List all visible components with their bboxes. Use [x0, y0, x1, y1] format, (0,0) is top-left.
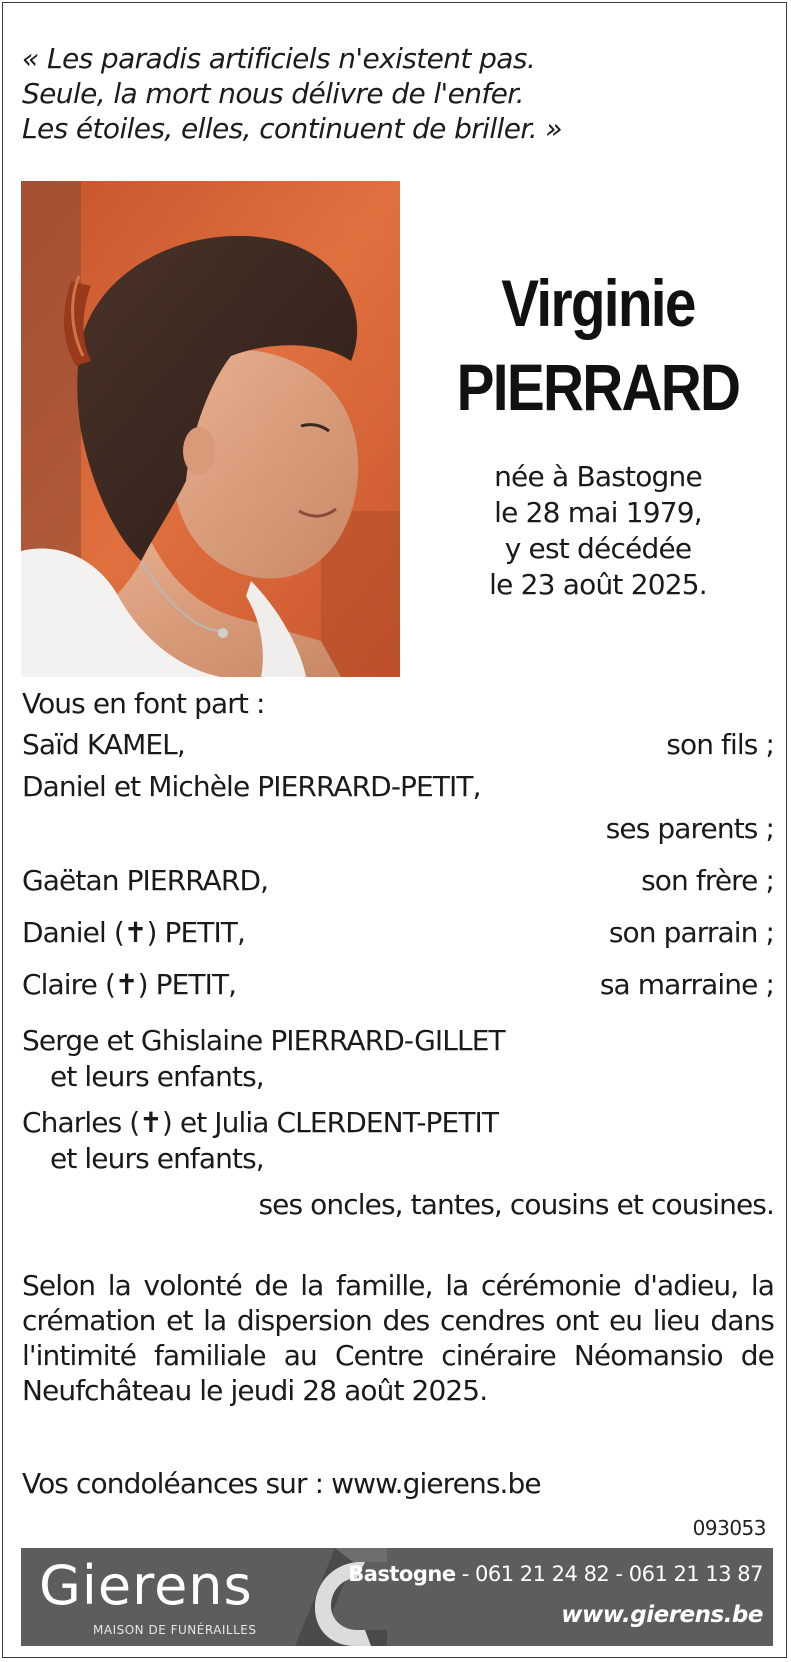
quote-line-3: Les étoiles, elles, continuent de briller. » — [22, 112, 562, 145]
last-name: PIERRARD — [456, 350, 740, 424]
relative-row — [22, 915, 774, 951]
birth-date: le 28 mai 1979, — [494, 496, 702, 529]
relative-row — [22, 863, 774, 899]
city-name: Bastogne — [348, 1562, 456, 1586]
relative-relation: sa marraine ; — [599, 968, 774, 1001]
relative-relation: ses parents ; — [605, 812, 774, 845]
family-name: Charles (✝) et Julia CLERDENT-PETIT — [22, 1106, 499, 1139]
birth-death-info — [408, 459, 788, 603]
relative-name: Saïd KAMEL, — [22, 728, 185, 761]
relative-name: Gaëtan PIERRARD, — [22, 864, 269, 897]
family-children: et leurs enfants, — [50, 1060, 264, 1093]
quote-line-2: Seule, la mort nous délivre de l'enfer. — [22, 77, 524, 110]
contact-info — [348, 1562, 763, 1586]
relative-row — [22, 727, 774, 763]
reference-number: 093053 — [692, 1516, 766, 1540]
brand-logo-text: Gierens — [39, 1554, 253, 1617]
brand-subtitle: MAISON DE FUNÉRAILLES — [93, 1623, 257, 1637]
relative-name: Daniel et Michèle PIERRARD-PETIT, — [22, 770, 481, 803]
relative-name: Claire (✝) PETIT, — [22, 968, 237, 1001]
relative-relation: son fils ; — [666, 728, 774, 761]
portrait-photo — [21, 181, 400, 677]
obituary-card — [2, 2, 787, 1658]
relative-row — [22, 967, 774, 1003]
relative-relation: son frère ; — [641, 864, 774, 897]
deceased-name — [435, 261, 762, 429]
relative-row — [22, 769, 774, 805]
family-children: et leurs enfants, — [50, 1142, 264, 1175]
relative-name: Daniel (✝) PETIT, — [22, 916, 246, 949]
cross-icon: ✝ — [139, 1106, 162, 1139]
cross-icon: ✝ — [123, 916, 147, 949]
funeral-home-banner — [21, 1548, 773, 1646]
condolences-line: Vos condoléances sur : www.gierens.be — [22, 1467, 541, 1500]
phone-numbers: - 061 21 24 82 - 061 21 13 87 — [455, 1562, 763, 1586]
website-link[interactable]: www.gierens.be — [561, 1602, 763, 1628]
family-relation: ses oncles, tantes, cousins et cousines. — [258, 1188, 774, 1221]
relative-row-continued — [22, 811, 774, 847]
death-date: le 23 août 2025. — [489, 568, 707, 601]
ceremony-text: Selon la volonté de la famille, la cérémonie d'adieu, la crémation et la dispersion des cendres ont eu lieu dans l'intimité familiale au Centre cinéraire Néomansio de Neufchâteau le jeudi 28 août 2025. — [22, 1269, 774, 1407]
birth-place: née à Bastogne — [494, 460, 702, 493]
cross-icon: ✝ — [115, 968, 138, 1001]
family-name: Serge et Ghislaine PIERRARD-GILLET — [22, 1024, 505, 1057]
death-place: y est décédée — [504, 532, 692, 565]
first-name: Virginie — [501, 266, 695, 340]
epigraph-quote — [22, 41, 762, 146]
announcement-intro: Vous en font part : — [22, 687, 265, 720]
relative-relation: son parrain ; — [608, 916, 774, 949]
quote-line-1: « Les paradis artificiels n'existent pas. — [22, 42, 536, 75]
